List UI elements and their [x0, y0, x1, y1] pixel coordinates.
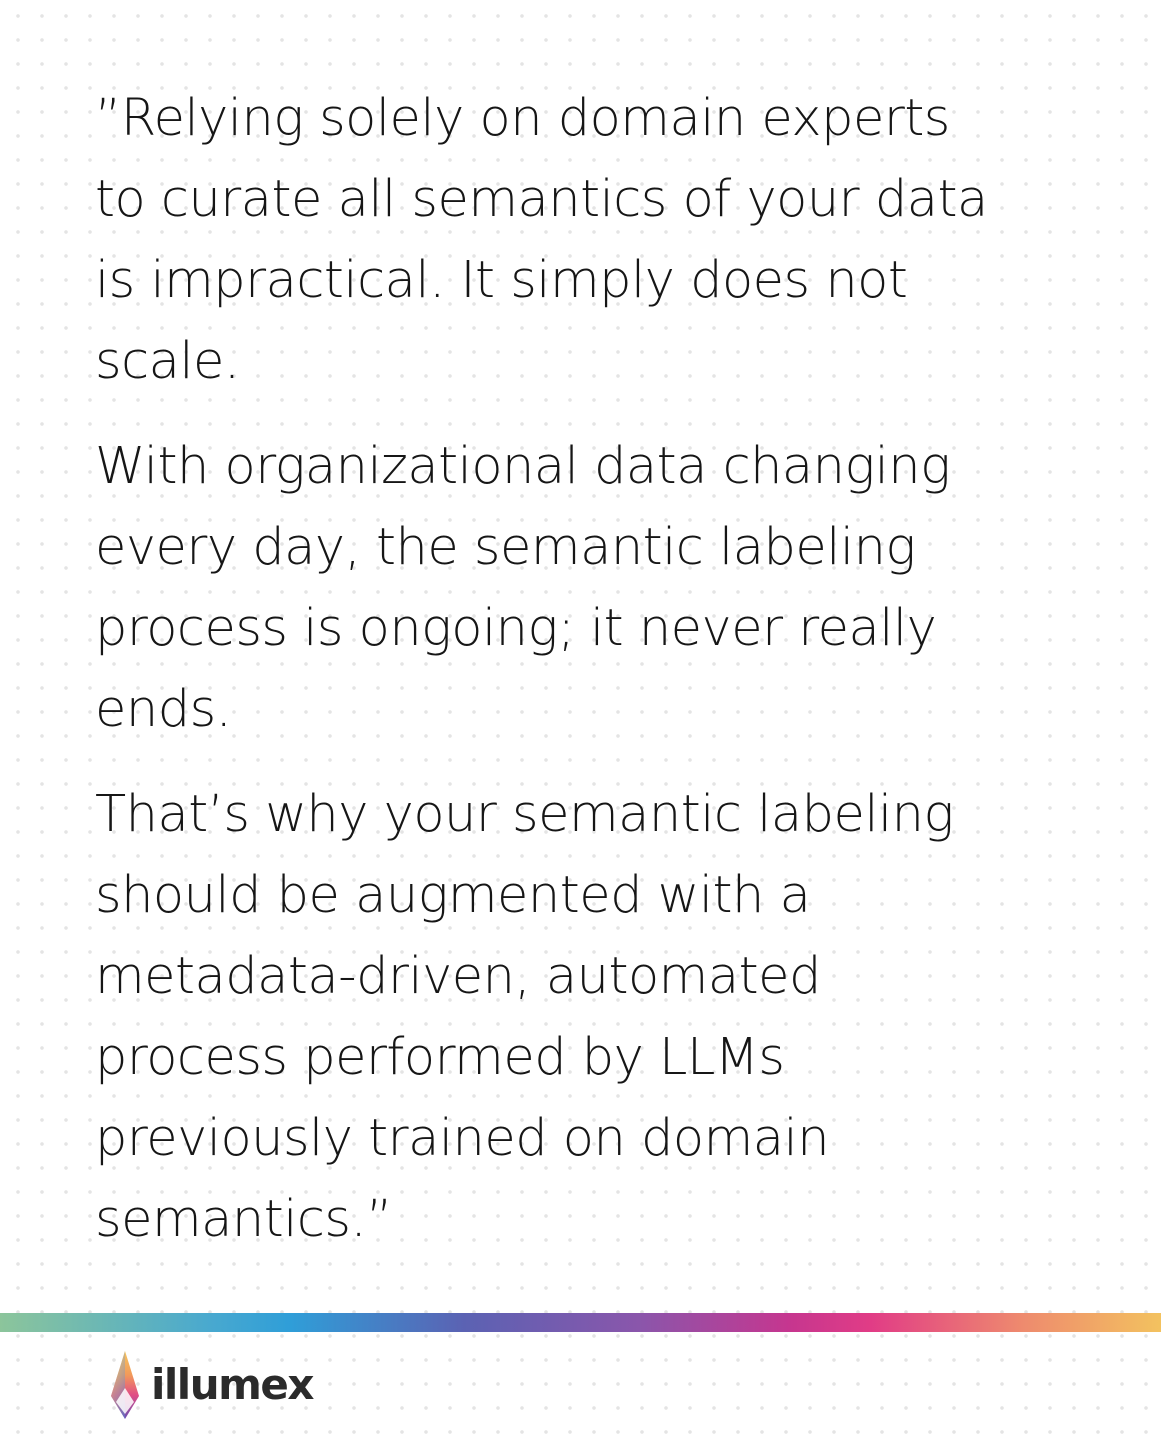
quote-block: [95, 78, 1095, 1260]
brand-logo: [108, 1350, 313, 1420]
quote-paragraph-3: That’s why your semantic labeling should be augmented with a metadata-driven, automated process performed by LLMs previously trained on domain semantics.”: [95, 785, 954, 1249]
brand-name: illumex: [151, 1360, 313, 1409]
quote-paragraph-1: ”Relying solely on domain experts to curate all semantics of your data is impractical. It simply does not scale.: [95, 89, 988, 391]
flame-prism-icon: [108, 1350, 142, 1420]
quote-paragraph-2: With organizational data changing every day, the semantic labeling process is ongoing; it never really ends.: [95, 437, 951, 739]
gradient-divider: [0, 1313, 1161, 1332]
